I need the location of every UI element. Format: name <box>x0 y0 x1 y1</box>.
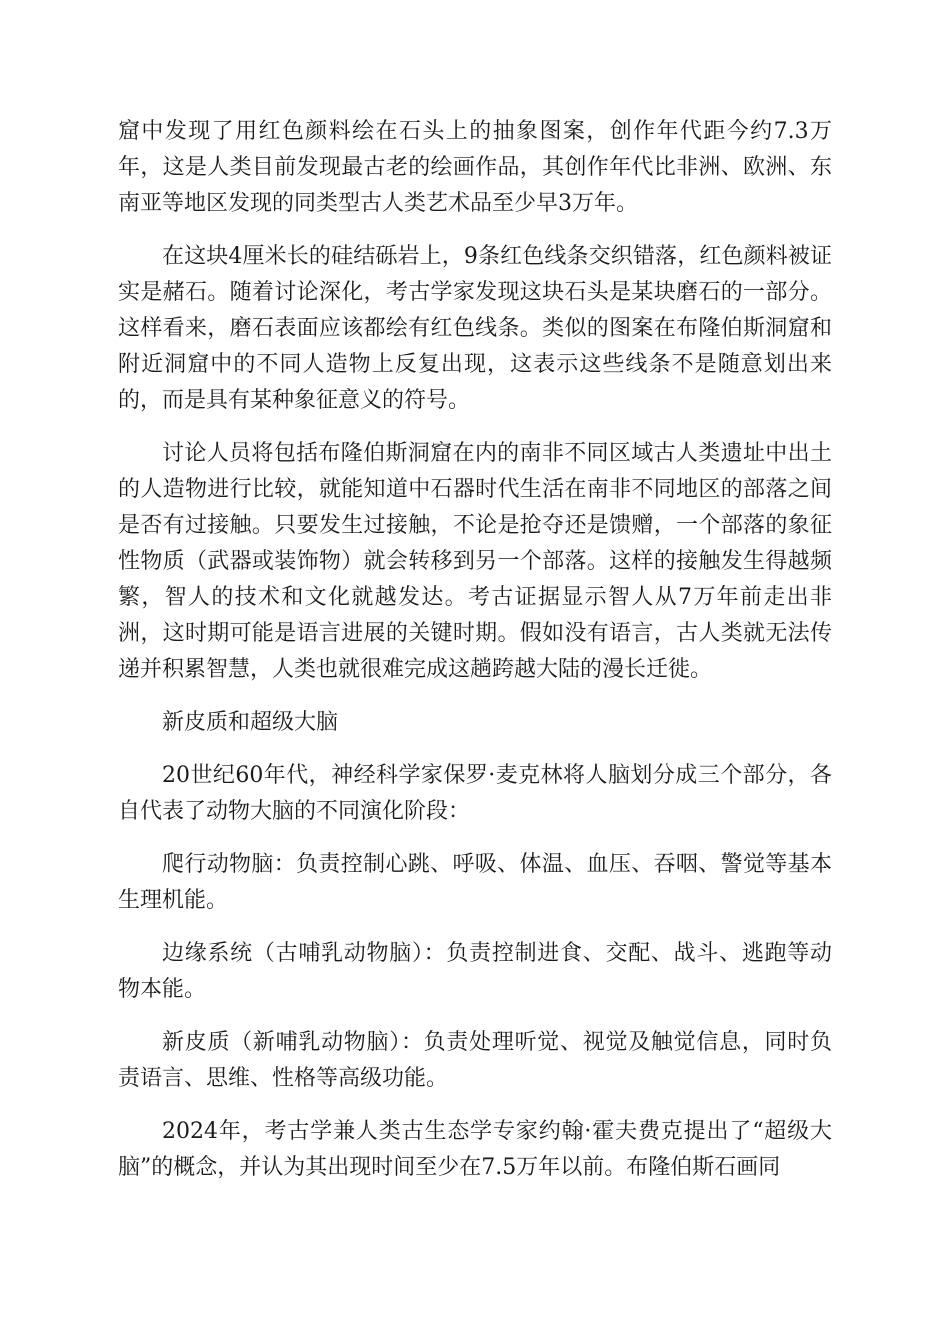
paragraph-continuation: 窟中发现了用红色颜料绘在石头上的抽象图案，创作年代距今约7.3万年，这是人类目前发现最古老的绘画作品，其创作年代比非洲、欧洲、东南亚等地区发现的同类型古人类艺术品至少早3万年。 <box>118 119 832 216</box>
paragraph-maclean: 20世纪60年代，神经科学家保罗·麦克林将人脑划分成三个部分，各自代表了动物大脑的不同演化阶段： <box>118 763 832 824</box>
paragraph-reptilian-brain: 爬行动物脑：负责控制心跳、呼吸、体温、血压、吞咽、警觉等基本生理机能。 <box>118 852 832 913</box>
paragraph-tribal-contact: 讨论人员将包括布隆伯斯洞窟在内的南非不同区域古人类遗址中出土的人造物进行比较，就能知道中石器时代生活在南非不同地区的部落之间是否有过接触。只要发生过接触，不论是抢夺还是馈赠，一个部落的象征性物质（武器或装饰物）就会转移到另一个部落。这样的接触发生得越频繁，智人的技术和文化就越发达。考古证据显示智人从7万年前走出非洲，这时期可能是语言进展的关键时期。假如没有语言，古人类就无法传递并积累智慧，人类也就很难完成这趟跨越大陆的漫长迁徙。 <box>118 441 832 682</box>
paragraph-super-brain: 2024年，考古学兼人类古生态学专家约翰·霍夫费克提出了“超级大脑”的概念，并认为其出现时间至少在7.5万年以前。布隆伯斯石画同 <box>118 1119 832 1180</box>
document-page <box>118 114 832 1203</box>
paragraph-ochre-stone: 在这块4厘米长的硅结砾岩上，9条红色线条交织错落，红色颜料被证实是赭石。随着讨论深化，考古学家发现这块石头是某块磨石的一部分。这样看来，磨石表面应该都绘有红色线条。类似的图案在布隆伯斯洞窟和附近洞窟中的不同人造物上反复出现，这表示这些线条不是随意划出来的，而是具有某种象征意义的符号。 <box>118 244 832 413</box>
paragraph-limbic-system: 边缘系统（古哺乳动物脑）：负责控制进食、交配、战斗、逃跑等动物本能。 <box>118 941 832 1002</box>
paragraph-neocortex: 新皮质（新哺乳动物脑）：负责处理听觉、视觉及触觉信息，同时负责语言、思维、性格等高级功能。 <box>118 1030 832 1091</box>
section-heading: 新皮质和超级大脑 <box>162 710 339 735</box>
